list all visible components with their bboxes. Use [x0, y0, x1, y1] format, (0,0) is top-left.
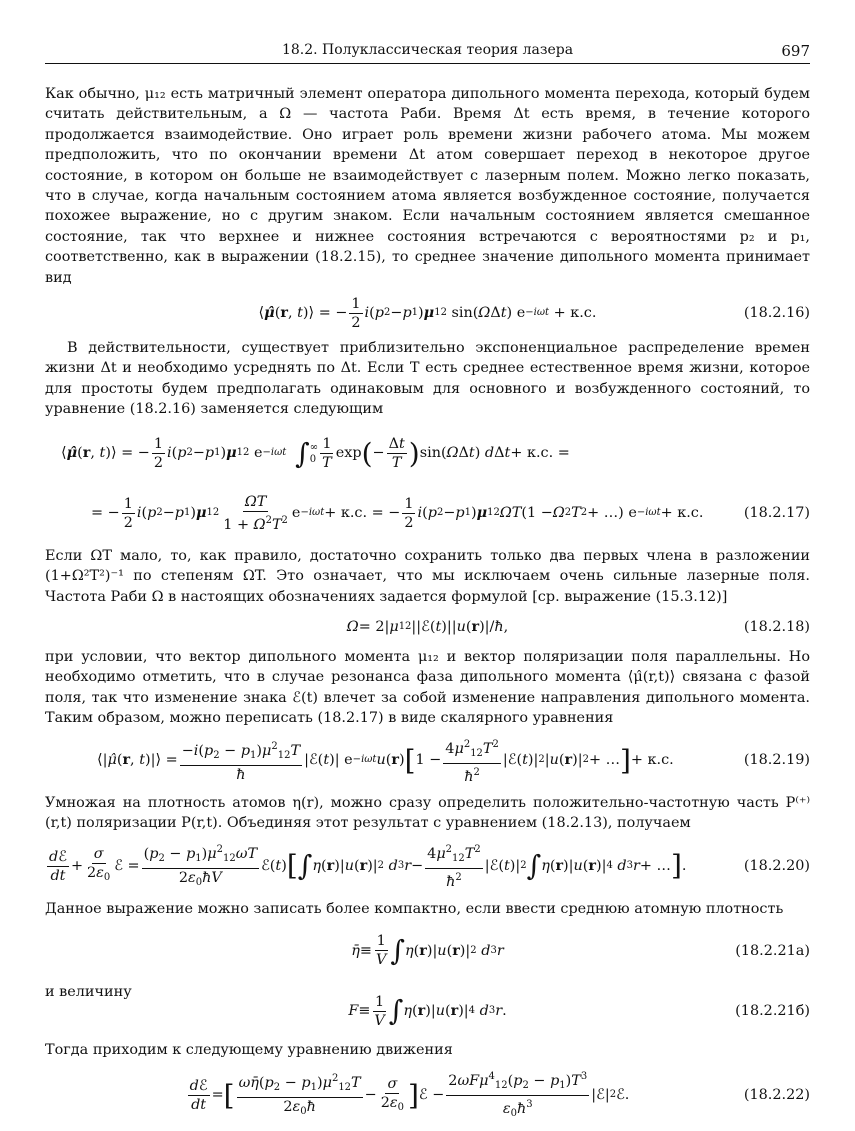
paragraph: Если ΩT мало, то, как правило, достаточно сохранить только два первых члена в разложении (1+Ω²T²)⁻¹ по степеням ΩT. Это означает, что мы исключаем очень сильные лазерные поля. Частота Раби Ω в настоящих обозначениях задается формулой [ср. выражение (15.3.12)]: [45, 547, 810, 605]
paragraph: Данное выражение можно записать более компактно, если ввести среднюю атомную плотность: [45, 901, 784, 918]
formula: F ≡ 1 V ∫ η ( r )| u ( r )| 4 d 3 r .: [348, 993, 507, 1029]
equation-18-2-16: [45, 288, 810, 338]
page-header: [45, 42, 810, 66]
equation-number: (18.2.17): [743, 505, 810, 522]
paragraph: Тогда приходим к следующему уравнению движения: [45, 1042, 453, 1059]
equation-number: (18.2.21а): [735, 942, 810, 959]
equation-18-2-21a: [45, 920, 810, 982]
equation-18-2-20: [45, 833, 810, 899]
paragraph: Как обычно, μ₁₂ есть матричный элемент оператора дипольного момента перехода, который будем считать действительным, а Ω — частота Раби. Время Δt есть время, в течение которого продолжается взаимодействие. Оно играет роль времени жизни рабочего атома. Мы можем предположить, что по окончании времени Δt атом совершает переход в некоторое другое состояние, в котором он больше не взаимодействует с лазерным полем. Можно легко показать, что в случае, когда начальным состоянием атома является возбужденное состояние, получается похожее выражение, но с другим знаком. Если начальным состоянием является смешанное состояние, так что верхнее и нижнее состояния встречаются с вероятностями p₂ и p₁, соответственно, как в выражении (18.2.15), то среднее значение дипольного момента принимает вид: [45, 86, 810, 286]
formula: dℰ dt = [ $\omega\etā(p_2 - p_1)\mu^2_{12}T$ $2\varepsilon_0ħ$ − σ $2\varepsilon_0$ ] ℰ − $2\omega F\mu^4_{12}(p_2 - p_1)T^3$ $\varepsilon_0ħ^3$ |ℰ| 2 ℰ.: [5, 1061, 810, 1131]
equation-number: (18.2.16): [743, 304, 810, 321]
formula: η̄ ≡ 1 V ∫ η ( r )| u ( r )| 2 d 3 r: [351, 933, 504, 969]
equation-18-2-19: [45, 729, 810, 793]
header-rule: [45, 63, 810, 64]
equation-18-2-21b: [45, 990, 810, 1032]
equation-number: (18.2.20): [743, 858, 810, 875]
formula: dℰ dt + σ $2\varepsilon_0$ ℰ = $(p_2 - p_1)\mu^2_{12}\omega T$ $2\varepsilon_0ħV$ ℰ( t ) [ ∫ η ( r )| u ( r )| 2 d 3 r − $4\mu^2_{12}T^2$ $ħ^2$ |ℰ( t )| 2 ∫ η ( r )| u ( r )| 4 d 3 r + … ] .: [45, 833, 686, 899]
paragraph: при условии, что вектор дипольного момента μ₁₂ и вектор поляризации поля параллельны. Но необходимо отметить, что в случае резонанса фаза дипольного момента ⟨μ̂(r,t)⟩ связана с фазой поля, так что изменение знака ℰ(t) влечет за собой изменение направления дипольного момента. Таким образом, можно переписать (18.2.17) в виде скалярного уравнения: [45, 648, 810, 727]
formula-line-2: = − 1 2 i ( p 2 − p 1 ) μ 12 ΩT $1 + \Omega^2T^2$ e −iωt + к.с. = − 1 2 i ( p 2 − p 1 ) μ 12 ΩT (1 − Ω 2 T 2 + …) e −iωt + к.с.: [91, 494, 704, 534]
equation-number: (18.2.18): [743, 618, 810, 635]
page-body: [45, 84, 810, 1131]
paragraph: и величину: [45, 983, 132, 1000]
equation-number: (18.2.19): [743, 752, 810, 769]
running-title: 18.2. Полуклассическая теория лазера: [281, 42, 574, 58]
equation-18-2-22: [45, 1061, 810, 1131]
formula: Ω = 2| μ 12 ||ℰ( t )|| u ( r )|/ ħ ,: [346, 617, 509, 635]
formula: ⟨ μ̂ ( r , t )⟩ = − 1 2 i ( p 2 − p 1 ) μ 12 sin( Ω Δ t ) e −iωt + к.с.: [258, 295, 597, 331]
paragraph: Умножая на плотность атомов η(r), можно сразу определить положительно-частотную часть P⁽⁺⁾(r,t) поляризации P(r,t). Объединяя этот результат с уравнением (18.2.13), получаем: [45, 794, 810, 831]
equation-number: (18.2.21б): [735, 1002, 810, 1019]
equation-18-2-17: [45, 420, 810, 546]
equation-number: (18.2.22): [743, 1087, 810, 1104]
paragraph: В действительности, существует приблизительно экспоненциальное распределение времен жизни Δt и необходимо усреднять по Δt. Если T есть среднее естественное время жизни, которое для простоты будем предполагать одинаковым для основного и возбужденного состояний, то уравнение (18.2.16) заменяется следующим: [45, 340, 810, 418]
formula-line-1: ⟨ μ̂ ( r , t )⟩ = − 1 2 i ( p 2 − p 1 ) μ 12 e −iωt ∫ ∞ 0 1 T exp ( − Δt T ) sin( Ω Δ t ) d Δ t + к.с. =: [61, 436, 570, 472]
page-number: 697: [781, 42, 810, 60]
formula: ⟨| μ̂ ( r , t )|⟩ = $-i(p_2 - p_1)\mu^2_{12}T$ ħ |ℰ( t )| e −iωt u ( r ) [ 1 − $4\mu^2_{12}T^2$ $ħ^2$ |ℰ( t )| 2 | u ( r )| 2 + … ] + к.с.: [97, 729, 674, 793]
equation-18-2-18: [45, 607, 810, 647]
